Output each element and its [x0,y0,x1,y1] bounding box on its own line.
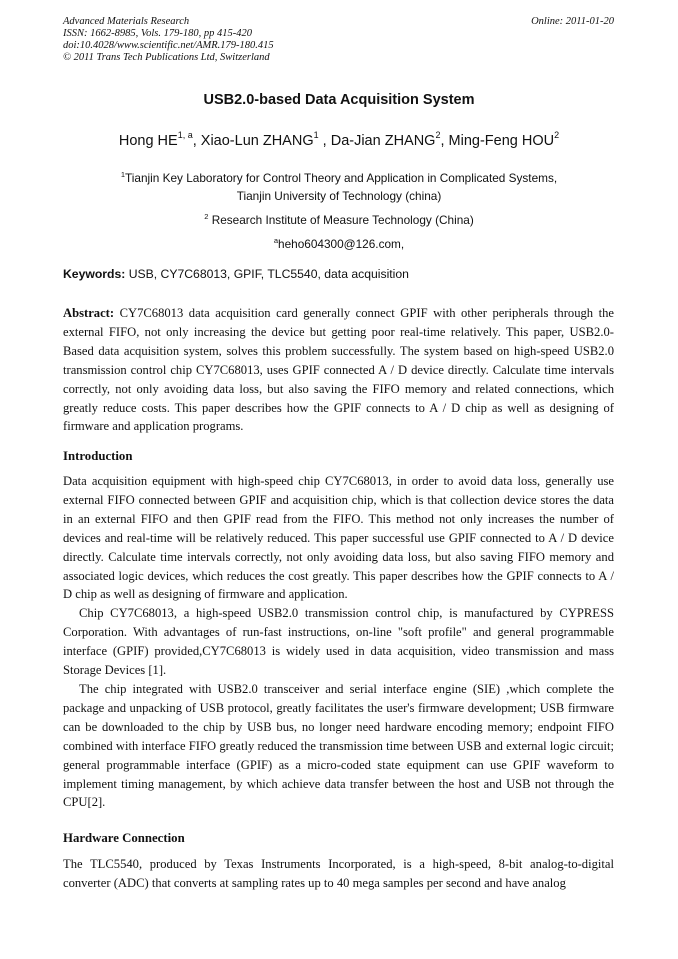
author-name: Ming-Feng HOU [448,132,555,149]
keywords-text: USB, CY7C68013, GPIF, TLC5540, data acquisition [125,267,409,281]
email-address: heho604300@126.com, [278,236,405,251]
affiliation-mark: 2 [204,212,209,221]
affiliation-line: Research Institute of Measure Technology (China) [211,212,474,227]
paragraph: The TLC5540, produced by Texas Instruments Incorporated, is a high-speed, 8-bit analog-to-digital converter (ADC) that converts at sampling rates up to 40 mega samples per second and have analog [63,857,614,890]
keywords-line [63,267,409,281]
affiliation-line: Tianjin Key Laboratory for Control Theory and Application in Complicated Systems, [125,170,558,185]
issn-line: ISSN: 1662-8985, Vols. 179-180, pp 415-420 [63,28,252,39]
paragraph: The chip integrated with USB2.0 transceiver and serial interface engine (SIE) ,which complete the package and unpacking of USB protocol, greatly facilitates the user's firmware development; USB firmware can be downloaded to the chip by USB bus, no longer need hardware encoding memory; endpoint FIFO combined with interface FIFO greatly reduced the transmission time between USB and external logic circuit; general programmable interface (GPIF) as a micro-coded state equipment can use GPIF waveform to implement timing management, by which achieve data transfer between the host and USB not through the CPU[2]. [63,681,614,810]
affiliation-line: Tianjin University of Technology (china) [236,188,442,203]
affiliation-1 [0,166,678,205]
abstract [63,304,614,436]
author-affil-mark: 2 [435,130,441,140]
journal-name: Advanced Materials Research [63,16,190,27]
paragraph: Data acquisition equipment with high-speed chip CY7C68013, in order to avoid data loss, generally use external FIFO connected between GPIF and acquisition chip, which is that collection device stores the data in an external FIFO and then GPIF read from the FIFO. This method not only increases the number of devices and real-time will be relatively reduced. This paper successful use GPIF connected to A / D device directly. Calculate time intervals correctly, not only avoiding data loss, but also saving FIFO memory and associated logic devices, which reduces the cost greatly. This paper describes how the GPIF connects to A / D chip as well as designing of firmware and application. [63,474,614,602]
author-separator: , [440,132,449,149]
author-affil-mark: 1, a [177,130,193,140]
section-heading-hardware: Hardware Connection [63,831,185,845]
doi-line: doi:10.4028/www.scientific.net/AMR.179-180.415 [63,40,274,51]
paper-title: USB2.0-based Data Acquisition System [203,92,475,108]
author-separator: , [318,132,331,149]
corresponding-email [0,232,678,253]
author-separator: , [192,132,201,149]
journal-header [63,16,274,64]
introduction-body [63,472,614,812]
email-mark: a [273,236,279,245]
online-date: Online: 2011-01-20 [531,16,614,27]
author-name: Hong HE [118,132,178,149]
author-name: Da-Jian ZHANG [330,132,436,149]
affiliation-2 [0,208,678,229]
author-name: Xiao-Lun ZHANG [200,132,314,149]
affiliation-mark: 1 [120,170,126,179]
author-affil-mark: 1 [313,130,319,140]
keywords-label: Keywords: [63,267,126,281]
section-heading-introduction: Introduction [63,449,133,463]
abstract-label: Abstract: [63,306,115,320]
hardware-body [63,855,614,893]
copyright-line: © 2011 Trans Tech Publications Ltd, Switzerland [63,52,270,63]
author-list [0,131,678,149]
author-affil-mark: 2 [554,130,560,140]
paragraph: Chip CY7C68013, a high-speed USB2.0 transmission control chip, is manufactured by CYPRESS Corporation. With advantages of run-fast instructions, on-line "soft profile" and general programmable interface (GPIF) provided,CY7C68013 is widely used in data acquisition, video transmission and mass Storage Devices [1]. [63,606,614,678]
abstract-text: CY7C68013 data acquisition card generally connect GPIF with other peripherals through the external FIFO, not only increasing the device but getting poor real-time relatively. This paper, USB2.0-Based data acquisition system, solves this problem successfully. The system based on high-speed USB2.0 transmission control chip CY7C68013, uses GPIF connected A / D device directly. Calculate time intervals correctly, not only avoiding data loss, but also saving the FIFO memory and related connections, which greatly reduce costs. This paper describes how the GPIF connects to A / D chip as well as designing of firmware and application programs. [63,306,614,434]
